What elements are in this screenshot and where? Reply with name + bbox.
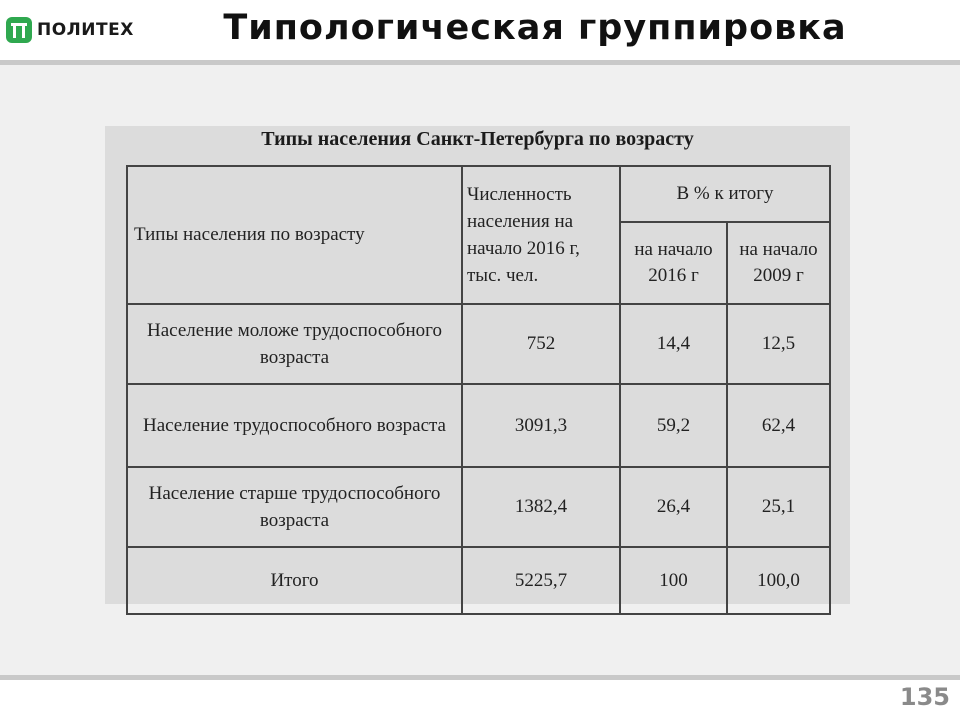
row-pct-2009: 62,4 xyxy=(727,384,830,467)
table-total-row xyxy=(127,547,830,614)
table-caption: Типы населения Санкт-Петербурга по возрасту xyxy=(261,128,694,150)
header-year-2016: на начало 2016 г xyxy=(620,222,727,304)
table-row xyxy=(127,304,830,384)
row-pct-2016: 59,2 xyxy=(620,384,727,467)
row-type: Население старше трудоспособного возраста xyxy=(127,467,462,547)
row-pct-2009: 25,1 xyxy=(727,467,830,547)
logo-text: ПОЛИТЕХ xyxy=(37,20,134,40)
row-count: 3091,3 xyxy=(462,384,620,467)
population-table-image xyxy=(105,126,850,604)
row-type: Население трудоспособного возраста xyxy=(127,384,462,467)
total-pct-2009: 100,0 xyxy=(727,547,830,614)
page-number: 135 xyxy=(899,683,950,711)
population-table xyxy=(126,165,831,615)
table-row xyxy=(127,467,830,547)
row-count: 752 xyxy=(462,304,620,384)
politech-logo xyxy=(6,14,134,46)
row-count: 1382,4 xyxy=(462,467,620,547)
table-row xyxy=(127,384,830,467)
total-label: Итого xyxy=(127,547,462,614)
header-percent-of-total: В % к итогу xyxy=(620,166,830,222)
slide-title: Типологическая группировка xyxy=(223,8,847,48)
row-pct-2016: 14,4 xyxy=(620,304,727,384)
header-population-count: Численность населения на начало 2016 г, тыс. чел. xyxy=(462,166,620,304)
table-header-row xyxy=(127,166,830,222)
row-pct-2009: 12,5 xyxy=(727,304,830,384)
row-pct-2016: 26,4 xyxy=(620,467,727,547)
header-population-type: Типы населения по возрасту xyxy=(127,166,462,304)
total-pct-2016: 100 xyxy=(620,547,727,614)
header-year-2009: на начало 2009 г xyxy=(727,222,830,304)
row-type: Население моложе трудоспособного возраста xyxy=(127,304,462,384)
bottom-divider xyxy=(0,675,960,680)
total-count: 5225,7 xyxy=(462,547,620,614)
politech-logo-icon xyxy=(6,17,32,43)
